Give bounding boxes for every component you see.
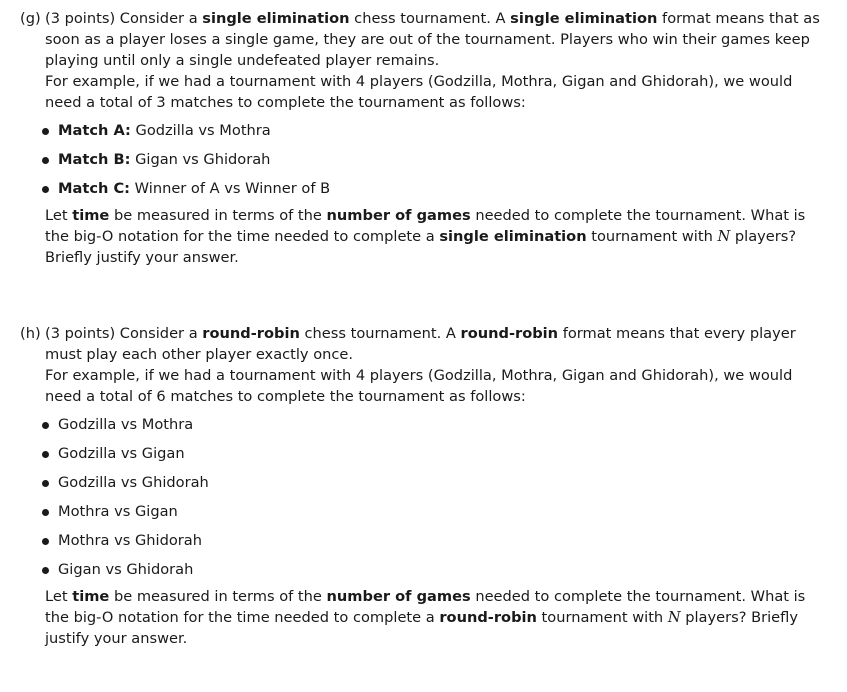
question-g-prompt: Let time be measured in terms of the number of games needed to complete the tournament. What is the big-O notation for the time needed to complete a single elimination tournament with N players? Briefly justify your answer. — [45, 207, 806, 266]
list-item: Match B: Gigan vs Ghidorah — [58, 145, 832, 174]
term-single-elimination: single elimination — [510, 10, 658, 27]
match-list-h — [20, 410, 832, 584]
list-item: Godzilla vs Mothra — [58, 410, 832, 439]
match-list-g — [20, 116, 832, 203]
question-h-label: (h) — [20, 325, 41, 342]
question-g-example: For example, if we had a tournament with 4 players (Godzilla, Mothra, Gigan and Ghidorah), we would need a total of 3 matches to complete the tournament as follows: — [45, 73, 793, 111]
variable-n: N — [717, 228, 731, 245]
question-h-points: (3 points) — [45, 325, 116, 342]
list-item: Match C: Winner of A vs Winner of B — [58, 174, 832, 203]
question-g-points: (3 points) — [45, 10, 116, 27]
question-h-header — [20, 323, 832, 407]
term-round-robin: round-robin — [202, 325, 300, 342]
list-item: Godzilla vs Gigan — [58, 439, 832, 468]
question-g-intro: (3 points) Consider a single elimination chess tournament. A single elimination format means that as soon as a player loses a single game, they are out of the tournament. Players who win their games keep playing until only a single undefeated player remains. — [45, 10, 820, 69]
list-item: Match A: Godzilla vs Mothra — [58, 116, 832, 145]
question-h-prompt: Let time be measured in terms of the number of games needed to complete the tournament. What is the big-O notation for the time needed to complete a round-robin tournament with N players? Briefly justify your answer. — [45, 588, 806, 647]
question-g-header — [20, 8, 832, 113]
variable-n: N — [667, 609, 681, 626]
question-h — [20, 323, 832, 649]
question-h-example: For example, if we had a tournament with 4 players (Godzilla, Mothra, Gigan and Ghidorah), we would need a total of 6 matches to complete the tournament as follows: — [45, 367, 793, 405]
question-h-intro: (3 points) Consider a round-robin chess tournament. A round-robin format means that every player must play each other player exactly once. — [45, 325, 796, 363]
list-item: Godzilla vs Ghidorah — [58, 468, 832, 497]
list-item: Mothra vs Ghidorah — [58, 526, 832, 555]
question-g-label: (g) — [20, 10, 41, 27]
term-round-robin: round-robin — [460, 325, 559, 342]
list-item: Gigan vs Ghidorah — [58, 555, 832, 584]
question-g — [20, 8, 832, 268]
term-single-elimination: single elimination — [202, 10, 350, 27]
list-item: Mothra vs Gigan — [58, 497, 832, 526]
